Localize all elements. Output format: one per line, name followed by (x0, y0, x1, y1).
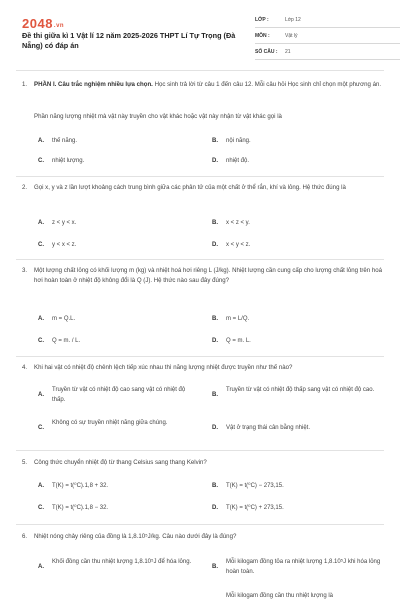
option-label: A. (38, 392, 44, 398)
option-text: T(K) = t(⁰C) − 273,15. (226, 483, 284, 489)
divider (16, 524, 384, 525)
meta-key: SỐ CÂU : (255, 48, 278, 55)
option-c[interactable] (38, 336, 198, 346)
divider (16, 176, 384, 177)
option-label: C. (38, 338, 44, 344)
question-number: 4. (22, 364, 28, 371)
question-number: 6. (22, 533, 28, 540)
option-label: D. (212, 505, 218, 511)
option-label: B. (212, 220, 218, 226)
question-number: 2. (22, 184, 28, 191)
option-b[interactable] (212, 136, 377, 146)
question-5 (22, 458, 384, 468)
option-text: x < y < z. (226, 242, 251, 248)
option-a[interactable] (38, 136, 198, 146)
option-text: Truyền từ vật có nhiệt độ thấp sang vật có nhiệt độ cao. (226, 387, 375, 393)
option-label: A. (38, 564, 44, 570)
option-a[interactable] (38, 481, 203, 491)
option-label: D. (212, 338, 218, 344)
option-text: Q = m. L. (226, 338, 251, 344)
option-label: A. (38, 138, 44, 144)
meta-row-subject (255, 28, 400, 44)
option-b[interactable] (212, 314, 377, 324)
option-b[interactable] (212, 557, 382, 577)
option-text: nhiệt độ. (226, 158, 250, 164)
option-d[interactable] (212, 156, 377, 166)
meta-row-count (255, 44, 400, 60)
option-label: D. (212, 158, 218, 164)
meta-row-class (255, 12, 400, 28)
meta-key: MÔN : (255, 32, 270, 39)
option-label: B. (212, 564, 218, 570)
divider (16, 356, 384, 357)
option-text: x < z < y. (226, 220, 250, 226)
option-c[interactable] (38, 503, 203, 513)
question-6 (22, 532, 384, 542)
option-a[interactable] (38, 557, 200, 570)
option-label: B. (212, 138, 218, 144)
option-text: T(K) = t(⁰C).1,8 − 32. (52, 505, 109, 511)
option-label: D. (212, 425, 218, 431)
option-label: C. (38, 242, 44, 248)
option-text: nội năng. (226, 138, 251, 144)
option-b[interactable] (212, 481, 382, 491)
option-text: Vật ở trạng thái cân bằng nhiệt. (226, 425, 310, 431)
option-text: m = L/Q. (226, 316, 250, 322)
option-text: thế năng. (52, 138, 78, 144)
question-stem: Phần năng lượng nhiệt mà vật này truyền cho vật khác hoặc vật này nhận từ vật khác gọi là (34, 113, 282, 120)
meta-value: 21 (285, 48, 291, 55)
option-text: Mỗi kilogam đồng tỏa ra nhiệt lượng 1,8.10⁵J khi hóa lỏng hoàn toàn. (226, 559, 381, 575)
option-text: nhiệt lượng. (52, 158, 85, 164)
section-title: PHẦN I. Câu trắc nghiệm nhiều lựa chọn. (34, 81, 153, 88)
option-c[interactable] (38, 156, 198, 166)
question-3 (22, 266, 384, 286)
logo-suffix: .vn (53, 23, 65, 29)
option-c[interactable] (38, 240, 198, 250)
divider (16, 450, 384, 451)
meta-key: LỚP : (255, 16, 269, 23)
option-text: z < y < x. (52, 220, 77, 226)
option-d[interactable] (212, 503, 382, 513)
question-2 (22, 183, 384, 193)
section-text: Học sinh trả lời từ câu 1 đến câu 12. Mỗi câu hỏi Học sinh chỉ chọn một phương án. (154, 81, 382, 88)
divider (16, 259, 384, 260)
question-number: 1. (22, 81, 28, 88)
option-label: C. (38, 505, 44, 511)
option-text: Q = m. / L. (52, 338, 81, 344)
option-text: T(K) = t(⁰C).1,8 + 32. (52, 483, 109, 489)
question-number: 3. (22, 267, 28, 274)
question-stem: Nhiệt nóng chảy riêng của đồng là 1,8.10⁵J/kg. Câu nào dưới đây là đúng? (34, 533, 237, 540)
question-stem: Một lượng chất lỏng có khối lượng m (kg) và nhiệt hoá hơi riêng L (J/kg). Nhiệt lượng cần cung cấp cho lượng chất lỏng trên hoá hơi hoàn toàn ở nhiệt độ không đổi là Q (J). Hệ thức nào sau đây đúng? (34, 267, 383, 284)
option-label: B. (212, 392, 218, 398)
option-label: C. (38, 158, 44, 164)
section-intro (22, 80, 384, 90)
option-c[interactable] (38, 418, 200, 431)
option-text: y < x < z. (52, 242, 77, 248)
option-text: Truyền từ vật có nhiệt độ cao sang vật có nhiệt độ thấp. (52, 387, 186, 403)
option-a[interactable] (38, 314, 198, 324)
site-logo[interactable] (22, 16, 64, 31)
meta-table (255, 12, 400, 60)
document-title: Đề thi giữa kì 1 Vật lí 12 năm 2025-2026 THPT Lí Tự Trọng (Đà Nẵng) có đáp án (22, 31, 236, 50)
option-label: A. (38, 316, 44, 322)
option-d[interactable] (212, 423, 382, 433)
question-stem: Công thức chuyển nhiệt độ từ thang Celsius sang thang Kelvin? (34, 459, 207, 466)
option-label: A. (38, 483, 44, 489)
meta-value: Vật lý (285, 32, 298, 39)
option-text: Mỗi kilogam đồng cần thu nhiệt lượng là (226, 593, 334, 599)
option-label: D. (212, 242, 218, 248)
option-a[interactable] (38, 385, 200, 405)
meta-value: Lớp 12 (285, 16, 301, 23)
option-b[interactable] (212, 385, 382, 398)
option-text: T(K) = t(⁰C) + 273,15. (226, 505, 284, 511)
question-text (22, 112, 384, 122)
option-b[interactable] (212, 218, 377, 228)
option-label: B. (212, 483, 218, 489)
option-label: C. (38, 425, 44, 431)
document-header (22, 12, 382, 62)
option-text: Không có sự truyền nhiệt năng giữa chúng. (52, 420, 168, 426)
option-text: m = Q.L. (52, 316, 76, 322)
option-a[interactable] (38, 218, 198, 228)
option-d[interactable] (212, 240, 377, 250)
question-number: 5. (22, 459, 28, 466)
option-d[interactable] (212, 336, 377, 346)
option-text: Khối đồng cần thu nhiệt lượng 1,8.10⁵J để hóa lỏng. (52, 559, 192, 565)
divider (16, 70, 384, 71)
logo-text: 2048 (22, 16, 53, 31)
question-stem: Gọi x, y và z lần lượt khoảng cách trung bình giữa các phân tử của một chất ở thể rắn, khí và lỏng. Hệ thức đúng là (34, 184, 346, 191)
option-label: B. (212, 316, 218, 322)
question-stem: Khi hai vật có nhiệt độ chênh lệch tiếp xúc nhau thì năng lượng nhiệt được truyền như thế nào? (34, 364, 293, 371)
option-label: A. (38, 220, 44, 226)
question-4 (22, 363, 384, 373)
